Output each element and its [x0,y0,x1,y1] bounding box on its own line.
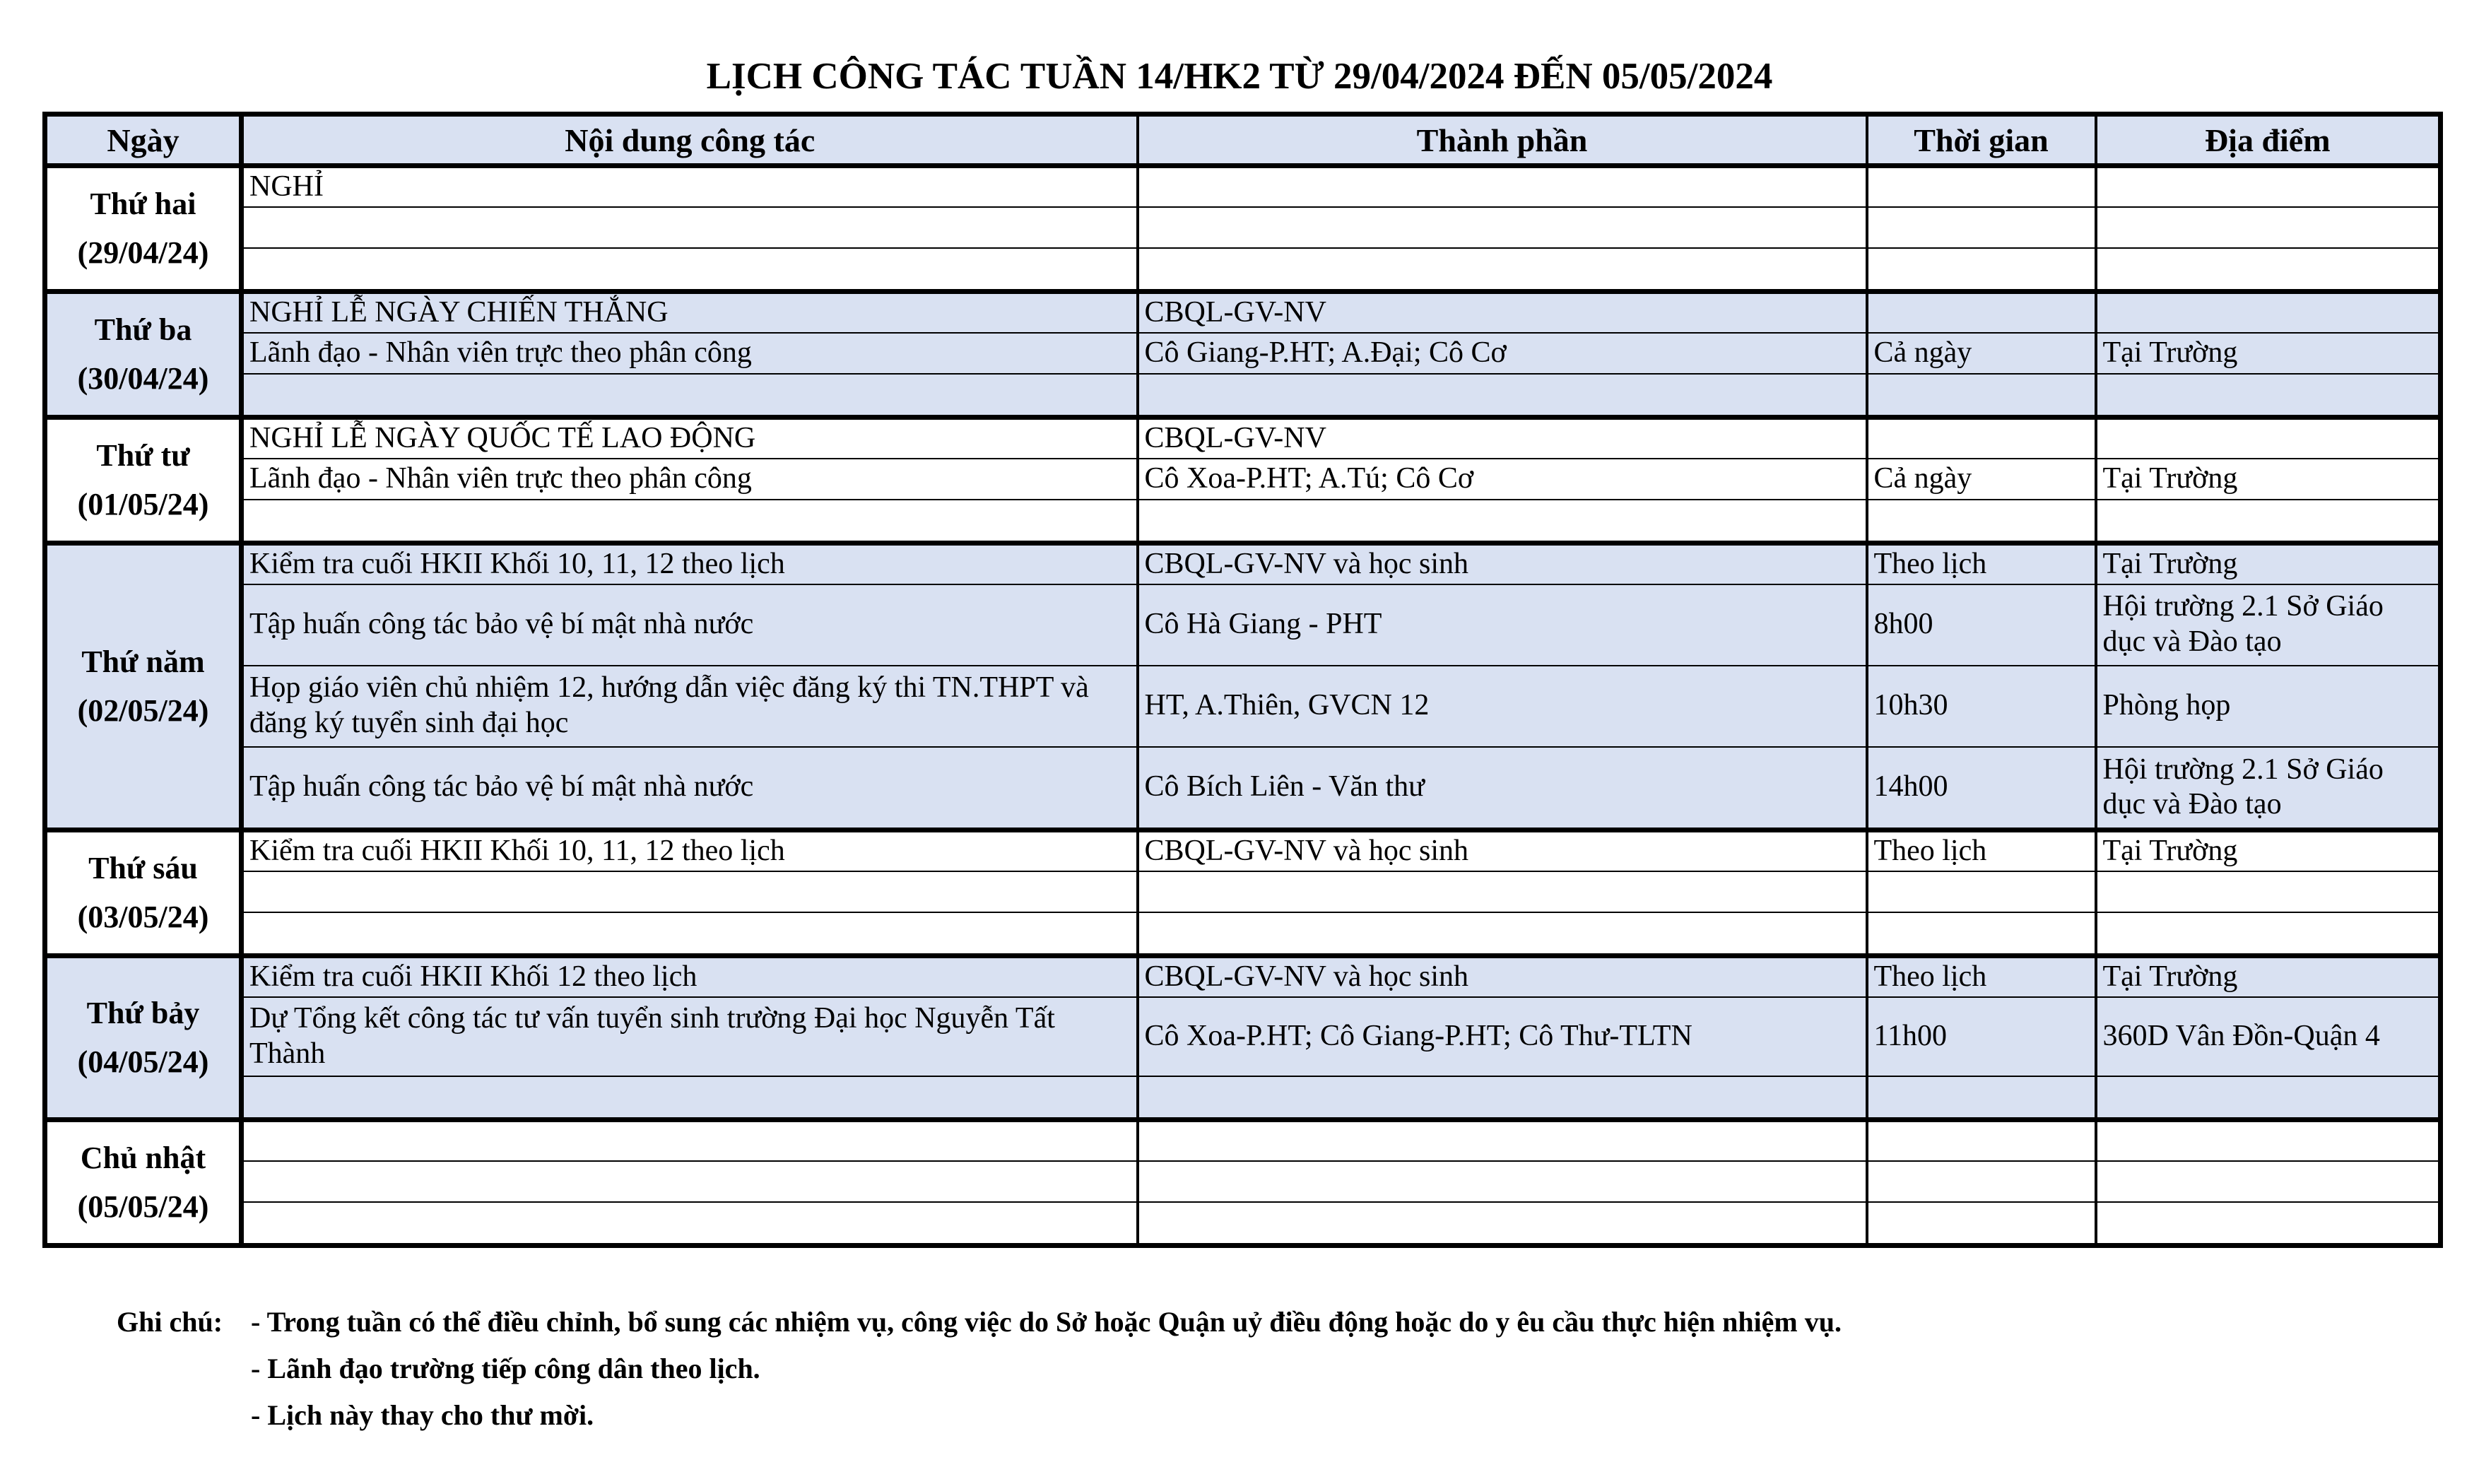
day-date: (05/05/24) [77,1189,209,1224]
location-cell: Hội trường 2.1 Sở Giáo dục và Đào tạo [2096,584,2441,666]
time-cell: Theo lịch [1867,830,2096,871]
content-cell [242,871,1138,912]
participants-cell: Cô Xoa-P.HT; A.Tú; Cô Cơ [1138,459,1867,500]
day-date: (29/04/24) [77,235,209,270]
table-row [45,1161,2441,1202]
table-row [45,747,2441,830]
location-cell: Tại Trường [2096,543,2441,584]
location-cell: Tại Trường [2096,333,2441,374]
column-header-participants: Thành phần [1138,114,1867,166]
notes-list [251,1299,1842,1439]
location-cell [2096,1076,2441,1120]
table-row [45,1202,2441,1246]
day-date: (03/05/24) [77,899,209,934]
participants-cell [1138,374,1867,418]
location-cell [2096,1120,2441,1161]
table-row [45,500,2441,543]
participants-cell: Cô Bích Liên - Văn thư [1138,747,1867,830]
location-cell: Tại Trường [2096,459,2441,500]
time-cell [1867,374,2096,418]
location-cell [2096,292,2441,333]
participants-cell [1138,1076,1867,1120]
column-header-day: Ngày [45,114,242,166]
content-cell: Dự Tổng kết công tác tư vấn tuyển sinh trường Đại học Nguyễn Tất Thành [242,997,1138,1076]
time-cell: 14h00 [1867,747,2096,830]
time-cell: Theo lịch [1867,543,2096,584]
day-name: Thứ ba [94,312,192,348]
table-row [45,459,2441,500]
table-row [45,871,2441,912]
participants-cell: CBQL-GV-NV [1138,418,1867,459]
time-cell: Theo lịch [1867,956,2096,997]
location-cell: Hội trường 2.1 Sở Giáo dục và Đào tạo [2096,747,2441,830]
table-row [45,584,2441,666]
day-date: (01/05/24) [77,486,209,522]
content-cell: Tập huấn công tác bảo vệ bí mật nhà nước [242,584,1138,666]
content-cell: Kiểm tra cuối HKII Khối 10, 11, 12 theo lịch [242,830,1138,871]
content-cell: Họp giáo viên chủ nhiệm 12, hướng dẫn việc đăng ký thi TN.THPT và đăng ký tuyển sinh đại học [242,666,1138,747]
table-row [45,956,2441,997]
content-cell: Lãnh đạo - Nhân viên trực theo phân công [242,459,1138,500]
location-cell [2096,418,2441,459]
notes-label: Ghi chú: [117,1306,223,1338]
content-cell [242,912,1138,956]
content-cell: Kiểm tra cuối HKII Khối 12 theo lịch [242,956,1138,997]
participants-cell: CBQL-GV-NV [1138,292,1867,333]
time-cell [1867,1076,2096,1120]
time-cell: Cả ngày [1867,459,2096,500]
day-date: (04/05/24) [77,1044,209,1079]
location-cell [2096,374,2441,418]
content-cell [242,374,1138,418]
schedule-table [42,112,2443,1248]
participants-cell: CBQL-GV-NV và học sinh [1138,543,1867,584]
location-cell [2096,500,2441,543]
table-row [45,997,2441,1076]
table-row [45,418,2441,459]
participants-cell: Cô Xoa-P.HT; Cô Giang-P.HT; Cô Thư-TLTN [1138,997,1867,1076]
participants-cell [1138,248,1867,292]
location-cell [2096,248,2441,292]
content-cell [242,248,1138,292]
column-header-location: Địa điểm [2096,114,2441,166]
participants-cell [1138,871,1867,912]
location-cell: Tại Trường [2096,830,2441,871]
note-item: - Trong tuần có thể điều chỉnh, bổ sung các nhiệm vụ, công việc do Sở hoặc Quận uỷ điều động hoặc do y êu cầu thực hiện nhiệm vụ. [251,1306,1842,1338]
table-row [45,292,2441,333]
time-cell [1867,292,2096,333]
time-cell [1867,166,2096,207]
content-cell: NGHỈ LỄ NGÀY CHIẾN THẮNG [242,292,1138,333]
note-item: - Lãnh đạo trường tiếp công dân theo lịch. [251,1353,760,1384]
time-cell [1867,207,2096,248]
table-row [45,207,2441,248]
day-cell [45,830,242,956]
time-cell [1867,500,2096,543]
table-row [45,830,2441,871]
day-cell [45,543,242,830]
schedule-body [45,166,2441,1246]
content-cell: Kiểm tra cuối HKII Khối 10, 11, 12 theo lịch [242,543,1138,584]
note-item: - Lịch này thay cho thư mời. [251,1399,594,1431]
content-cell [242,1161,1138,1202]
location-cell [2096,207,2441,248]
content-cell [242,1120,1138,1161]
day-name: Thứ năm [81,644,205,680]
time-cell [1867,912,2096,956]
participants-cell: Cô Giang-P.HT; A.Đại; Cô Cơ [1138,333,1867,374]
participants-cell [1138,1161,1867,1202]
participants-cell: HT, A.Thiên, GVCN 12 [1138,666,1867,747]
header-row [45,114,2441,166]
day-name: Chủ nhật [80,1141,206,1176]
column-header-time: Thời gian [1867,114,2096,166]
day-name: Thứ hai [90,187,196,222]
participants-cell: CBQL-GV-NV và học sinh [1138,956,1867,997]
day-cell [45,956,242,1120]
page-title: LỊCH CÔNG TÁC TUẦN 14/HK2 TỪ 29/04/2024 ĐẾN 05/05/2024 [706,56,1773,97]
time-cell [1867,1120,2096,1161]
day-date: (30/04/24) [77,360,209,396]
content-cell: Lãnh đạo - Nhân viên trực theo phân công [242,333,1138,374]
day-cell [45,418,242,543]
location-cell: Tại Trường [2096,956,2441,997]
time-cell [1867,871,2096,912]
column-header-content: Nội dung công tác [242,114,1138,166]
content-cell: NGHỈ [242,166,1138,207]
participants-cell [1138,1202,1867,1246]
content-cell [242,500,1138,543]
time-cell [1867,1202,2096,1246]
table-row [45,666,2441,747]
time-cell [1867,418,2096,459]
participants-cell [1138,500,1867,543]
table-row [45,543,2441,584]
content-cell: Tập huấn công tác bảo vệ bí mật nhà nước [242,747,1138,830]
participants-cell: CBQL-GV-NV và học sinh [1138,830,1867,871]
table-row [45,333,2441,374]
time-cell [1867,248,2096,292]
table-row [45,166,2441,207]
day-cell [45,292,242,418]
time-cell: 11h00 [1867,997,2096,1076]
location-cell: Phòng họp [2096,666,2441,747]
time-cell [1867,1161,2096,1202]
time-cell: 10h30 [1867,666,2096,747]
time-cell: Cả ngày [1867,333,2096,374]
location-cell: 360D Vân Đồn-Quận 4 [2096,997,2441,1076]
participants-cell [1138,207,1867,248]
content-cell [242,1202,1138,1246]
day-cell [45,1120,242,1246]
participants-cell [1138,1120,1867,1161]
participants-cell [1138,912,1867,956]
table-row [45,374,2441,418]
day-name: Thứ tư [96,438,190,473]
participants-cell: Cô Hà Giang - PHT [1138,584,1867,666]
location-cell [2096,1161,2441,1202]
content-cell [242,1076,1138,1120]
day-name: Thứ bảy [86,996,200,1031]
day-cell [45,166,242,292]
day-date: (02/05/24) [77,693,209,728]
content-cell [242,207,1138,248]
table-row [45,1120,2441,1161]
location-cell [2096,912,2441,956]
table-row [45,248,2441,292]
location-cell [2096,1202,2441,1246]
participants-cell [1138,166,1867,207]
table-row [45,1076,2441,1120]
time-cell: 8h00 [1867,584,2096,666]
day-name: Thứ sáu [88,851,198,886]
location-cell [2096,871,2441,912]
content-cell: NGHỈ LỄ NGÀY QUỐC TẾ LAO ĐỘNG [242,418,1138,459]
table-row [45,912,2441,956]
location-cell [2096,166,2441,207]
